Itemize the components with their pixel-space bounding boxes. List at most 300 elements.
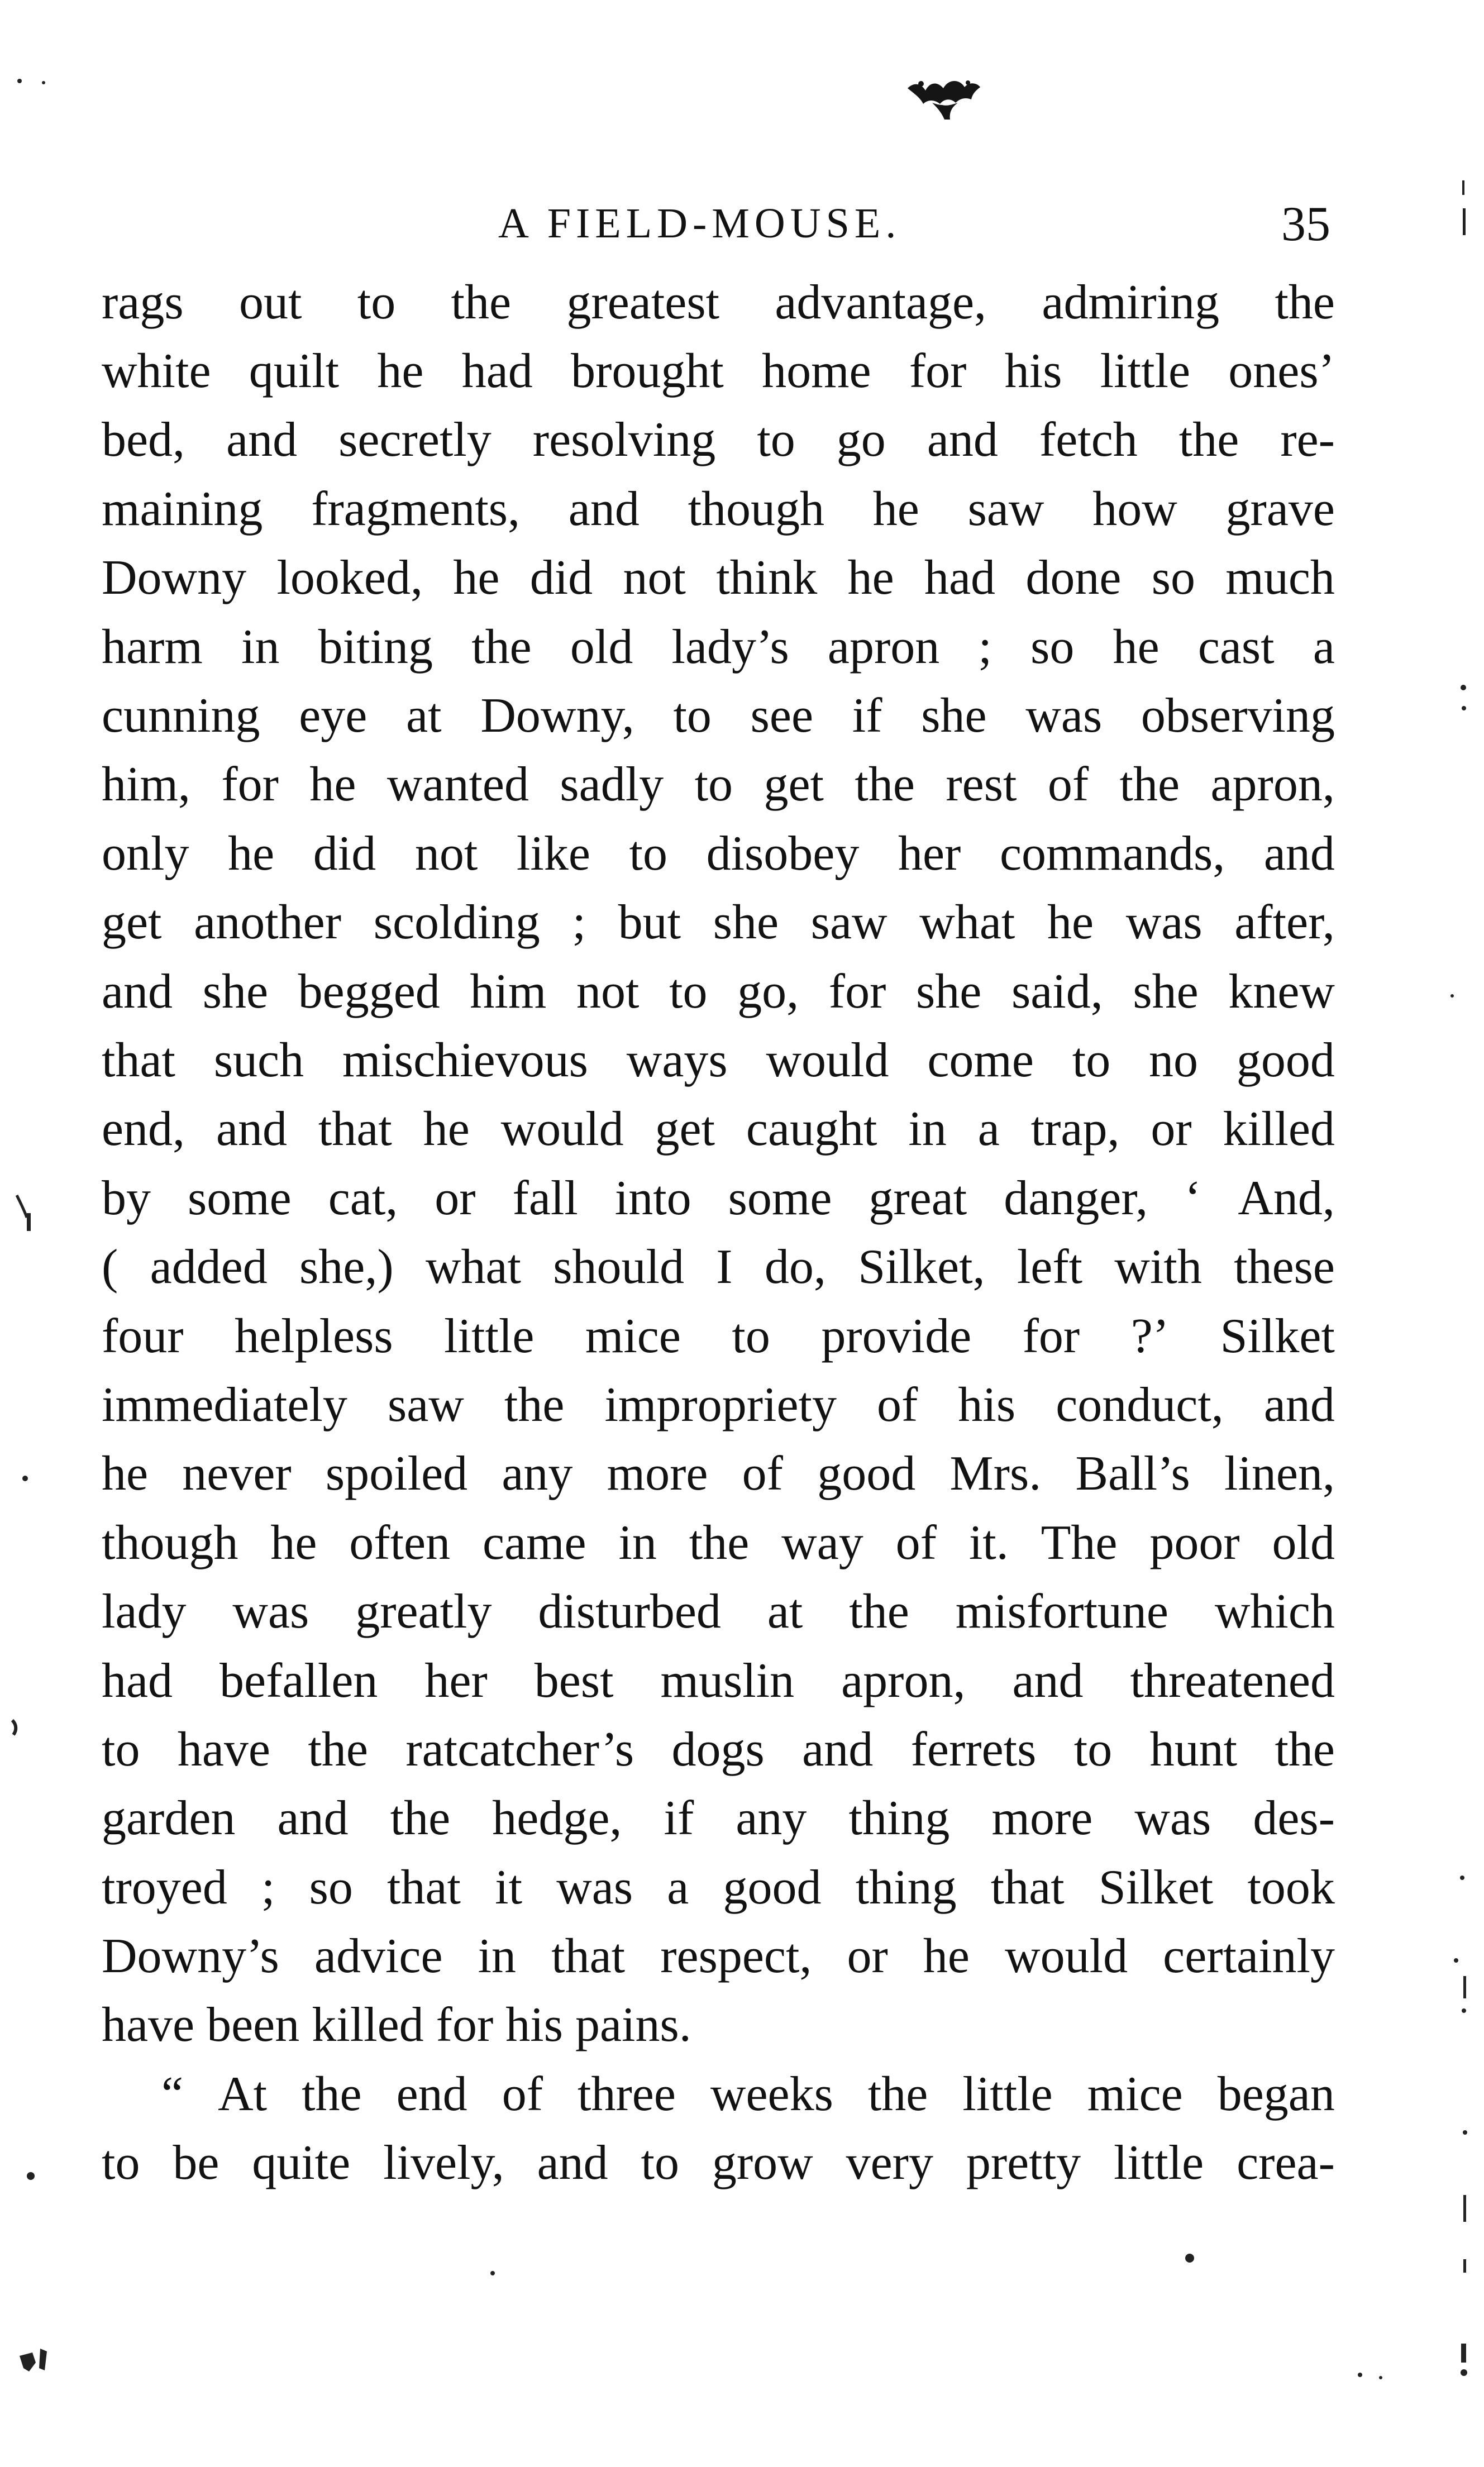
word: would — [1005, 1929, 1128, 1984]
word: his — [505, 1998, 563, 2053]
word: fragments, — [311, 481, 521, 536]
word: the — [867, 2067, 928, 2121]
paper-speck — [1462, 706, 1466, 710]
word: rags — [102, 275, 184, 330]
word: Silket — [1220, 1309, 1335, 1363]
word: little — [444, 1309, 535, 1363]
word: weeks — [710, 2067, 833, 2121]
word: grow — [712, 2136, 813, 2191]
word: harm — [102, 619, 203, 674]
paper-speck — [1460, 1876, 1464, 1880]
word: she — [1133, 964, 1199, 1019]
word: not — [414, 826, 478, 881]
paper-speck — [1462, 2008, 1466, 2013]
paper-speck — [27, 1213, 31, 1231]
word: the — [689, 1515, 750, 1570]
word: but — [618, 895, 681, 950]
text-line — [102, 1026, 1335, 1095]
word: or — [1151, 1102, 1192, 1157]
word: saw — [810, 895, 887, 950]
word: ; — [572, 895, 586, 950]
word: garden — [102, 1791, 236, 1846]
word: home — [762, 344, 871, 399]
word: apron, — [1210, 757, 1335, 812]
word: bed, — [102, 413, 185, 467]
word: to — [1073, 1722, 1113, 1777]
word: impropriety — [604, 1377, 837, 1432]
paper-speck — [1461, 2369, 1467, 2376]
word: he — [872, 481, 919, 536]
word: took — [1247, 1860, 1335, 1915]
word: and — [226, 413, 298, 467]
word: thing — [855, 1860, 957, 1915]
text-line — [102, 1647, 1335, 1715]
word: these — [1234, 1240, 1335, 1295]
word: spoiled — [325, 1447, 468, 1501]
text-line — [102, 1784, 1335, 1853]
text-line — [102, 681, 1335, 750]
word: saw — [967, 481, 1044, 536]
text-line — [102, 819, 1335, 888]
word: little — [962, 2067, 1053, 2121]
word: like — [516, 826, 590, 881]
word: end — [396, 2067, 467, 2121]
paper-speck — [1358, 2373, 1362, 2377]
word: hedge, — [492, 1791, 622, 1846]
word: little — [1113, 2136, 1204, 2191]
word: he — [228, 826, 275, 881]
word: a — [1313, 619, 1335, 674]
word: provide — [821, 1309, 972, 1363]
word: the — [1275, 1722, 1335, 1777]
word: the — [451, 275, 512, 330]
word: was — [1125, 895, 1203, 950]
word: of — [742, 1447, 783, 1501]
word: admiring — [1042, 275, 1220, 330]
paper-speck — [12, 1720, 16, 1735]
word: though — [102, 1515, 238, 1570]
word: think — [716, 551, 818, 605]
word: advice — [314, 1929, 443, 1984]
word: she — [202, 964, 269, 1019]
word: quite — [252, 2136, 351, 2191]
word: which — [1214, 1585, 1335, 1639]
word: so — [1151, 551, 1196, 605]
word: end, — [102, 1102, 185, 1157]
paper-speck — [1463, 1976, 1466, 1998]
word: biting — [318, 619, 433, 674]
word: for — [828, 964, 886, 1019]
word: looked, — [276, 551, 423, 605]
word: done — [1025, 551, 1122, 605]
word: ; — [978, 619, 992, 674]
word: did — [529, 551, 593, 605]
word: muslin — [660, 1653, 795, 1708]
word: the — [1275, 275, 1335, 330]
paragraph-first-line — [102, 2060, 1335, 2129]
word: Downy’s — [102, 1929, 279, 1984]
word: was — [556, 1860, 633, 1915]
word: he — [270, 1515, 317, 1570]
word: some — [728, 1171, 832, 1225]
word: be — [173, 2136, 220, 2191]
word: his — [958, 1377, 1016, 1432]
word: Downy, — [480, 689, 634, 743]
word: Ball’s — [1075, 1447, 1190, 1501]
word: misfortune — [955, 1585, 1168, 1639]
word: ones’ — [1228, 344, 1335, 399]
word: the — [504, 1377, 565, 1432]
word: have — [177, 1722, 270, 1777]
word: she,) — [299, 1240, 394, 1295]
word: any — [502, 1447, 573, 1501]
word: wanted — [386, 757, 529, 812]
word: greatly — [355, 1585, 492, 1639]
text-line — [102, 337, 1335, 405]
word: out — [238, 275, 302, 330]
word: by — [102, 1171, 151, 1225]
word: never — [182, 1447, 292, 1501]
word: of — [877, 1377, 918, 1432]
word: his — [1004, 344, 1062, 399]
word: been — [207, 1998, 300, 2053]
paper-speck — [1463, 208, 1466, 235]
word: resolving — [532, 413, 716, 467]
word: At — [218, 2067, 268, 2121]
word: had — [461, 344, 533, 399]
word: it. — [968, 1515, 1009, 1570]
word: and — [1263, 1377, 1335, 1432]
word: was — [1025, 689, 1103, 743]
word: hunt — [1149, 1722, 1238, 1777]
word: ‘ — [1185, 1171, 1201, 1225]
word: see — [750, 689, 814, 743]
word: to — [673, 689, 712, 743]
word: left — [1017, 1240, 1083, 1295]
word: to — [1072, 1033, 1111, 1087]
word: begged — [298, 964, 440, 1019]
word: no — [1149, 1033, 1199, 1087]
word: in — [241, 619, 280, 674]
word: the — [308, 1722, 368, 1777]
word: if — [664, 1791, 694, 1846]
word: that — [318, 1102, 392, 1157]
word: go, — [737, 964, 799, 1019]
word: not — [623, 551, 686, 605]
word: troyed — [102, 1860, 227, 1915]
word: and — [277, 1791, 349, 1846]
paper-speck — [17, 1195, 27, 1218]
word: helpless — [235, 1309, 393, 1363]
word: much — [1225, 551, 1335, 605]
word: fetch — [1039, 413, 1138, 467]
word: and — [537, 2136, 608, 2191]
word: him — [470, 964, 547, 1019]
word: he — [1047, 895, 1094, 950]
page-number: 35 — [1281, 197, 1330, 251]
word: Silket — [1098, 1860, 1214, 1915]
word: fall — [512, 1171, 578, 1225]
word: that — [990, 1860, 1065, 1915]
word: poor — [1149, 1515, 1240, 1570]
text-line — [102, 1371, 1335, 1439]
word: dogs — [671, 1722, 765, 1777]
word: her — [424, 1653, 488, 1708]
text-line — [102, 1509, 1335, 1577]
word: he — [923, 1929, 970, 1984]
word: had — [924, 551, 996, 605]
word: to — [641, 2136, 679, 2191]
word: or — [847, 1929, 888, 1984]
word: for — [909, 344, 967, 399]
paper-speck — [1461, 685, 1466, 690]
word: killed — [1223, 1102, 1335, 1157]
word: great — [869, 1171, 967, 1225]
word: the — [390, 1791, 451, 1846]
word: pretty — [966, 2136, 1081, 2191]
word: ratcatcher’s — [405, 1722, 634, 1777]
word: in — [618, 1515, 657, 1570]
word: he — [102, 1447, 149, 1501]
word: he — [847, 551, 894, 605]
word: some — [187, 1171, 292, 1225]
word: ?’ — [1130, 1309, 1170, 1363]
word: apron — [827, 619, 940, 674]
paper-speck — [39, 2349, 47, 2370]
word: more — [607, 1447, 708, 1501]
word: he — [453, 551, 500, 605]
text-line — [102, 1440, 1335, 1509]
word: re- — [1280, 413, 1335, 467]
word: that — [387, 1860, 461, 1915]
word: Mrs. — [949, 1447, 1042, 1501]
word: and — [102, 964, 173, 1019]
word: the — [302, 2067, 362, 2121]
word: though — [688, 481, 825, 536]
word: said, — [1011, 964, 1103, 1019]
word: certainly — [1163, 1929, 1335, 1984]
word: the — [849, 1585, 909, 1639]
word: threatened — [1130, 1653, 1335, 1708]
word: of — [502, 2067, 543, 2121]
word: sadly — [560, 757, 664, 812]
word: was — [232, 1585, 309, 1639]
word: and — [1263, 826, 1335, 881]
word: good — [723, 1860, 822, 1915]
word: the — [471, 619, 532, 674]
paper-speck — [27, 2172, 35, 2180]
text-line — [102, 2129, 1335, 2198]
word: a — [667, 1860, 689, 1915]
word: get — [655, 1102, 715, 1157]
body-text — [102, 268, 1335, 2198]
word: he — [309, 757, 356, 812]
word: greatest — [566, 275, 720, 330]
word: disobey — [706, 826, 860, 881]
text-line — [102, 544, 1335, 613]
word: for — [221, 757, 279, 812]
word: was — [1134, 1791, 1211, 1846]
word: the — [1178, 413, 1239, 467]
running-header — [102, 197, 1330, 268]
text-line — [102, 1853, 1335, 1922]
word: four — [102, 1309, 184, 1363]
word: she — [921, 689, 987, 743]
word: to — [629, 826, 667, 881]
word: what — [919, 895, 1015, 950]
word: or — [435, 1171, 476, 1225]
word: secretly — [338, 413, 492, 467]
word: come — [927, 1033, 1034, 1087]
word: at — [767, 1585, 803, 1639]
word: ( — [102, 1240, 118, 1295]
word: and — [1012, 1653, 1084, 1708]
paper-speck — [490, 2271, 495, 2275]
word: for — [436, 1998, 494, 2053]
word: he — [423, 1102, 470, 1157]
word: cast — [1197, 619, 1275, 674]
word: caught — [746, 1102, 877, 1157]
word: white — [102, 344, 211, 399]
word: began — [1217, 2067, 1335, 2121]
word: that — [102, 1033, 175, 1087]
word: eye — [299, 689, 368, 743]
word: so — [309, 1860, 353, 1915]
word: commands, — [999, 826, 1225, 881]
word: him, — [102, 757, 190, 812]
paper-speck — [20, 2353, 36, 2371]
word: and — [802, 1722, 874, 1777]
paper-speck — [1454, 1958, 1458, 1963]
word: with — [1114, 1240, 1202, 1295]
word: I — [716, 1240, 733, 1295]
paper-speck — [1379, 2376, 1382, 2379]
word: she — [916, 964, 982, 1019]
word: a — [977, 1102, 1000, 1157]
paper-speck — [22, 1476, 28, 1481]
word: mice — [1087, 2067, 1183, 2121]
word: cunning — [102, 689, 260, 743]
word: saw — [387, 1377, 464, 1432]
word: And, — [1238, 1171, 1335, 1225]
word: more — [991, 1791, 1093, 1846]
word: rest — [946, 757, 1017, 812]
word: get — [764, 757, 824, 812]
paper-speck — [17, 79, 22, 83]
word: little — [1100, 344, 1191, 399]
word: grave — [1225, 481, 1335, 536]
text-line — [102, 1577, 1335, 1646]
word: to — [102, 2136, 140, 2191]
word: knew — [1228, 964, 1335, 1019]
word: added — [150, 1240, 268, 1295]
word: in — [908, 1102, 947, 1157]
word: “ — [161, 2067, 184, 2121]
word: get — [102, 895, 162, 950]
word: Silket, — [858, 1240, 985, 1295]
word: old — [570, 619, 633, 674]
word: would — [766, 1033, 889, 1087]
word: respect, — [660, 1929, 812, 1984]
word: go — [836, 413, 886, 467]
word: brought — [571, 344, 724, 399]
word: lady’s — [671, 619, 789, 674]
word: ways — [626, 1033, 728, 1087]
word: danger, — [1004, 1171, 1148, 1225]
word: three — [578, 2067, 676, 2121]
text-line — [102, 1922, 1335, 1991]
running-head: A FIELD-MOUSE. — [498, 200, 901, 247]
word: it — [495, 1860, 523, 1915]
word: did — [313, 826, 376, 881]
word: good — [1236, 1033, 1335, 1087]
word: and — [927, 413, 998, 467]
paper-speck — [1462, 180, 1464, 195]
word: trap, — [1030, 1102, 1120, 1157]
word: to — [732, 1309, 770, 1363]
word: any — [736, 1791, 807, 1846]
word: would — [500, 1102, 624, 1157]
word: immediately — [102, 1377, 347, 1432]
word: of — [895, 1515, 937, 1570]
text-line — [102, 1164, 1335, 1233]
word: very — [846, 2136, 933, 2191]
text-line — [102, 889, 1335, 957]
paper-speck — [1450, 994, 1454, 998]
text-line — [102, 475, 1335, 543]
word: best — [534, 1653, 614, 1708]
word: so — [1030, 619, 1075, 674]
paper-speck — [1463, 2130, 1467, 2135]
word: not — [576, 964, 640, 1019]
word: her — [898, 826, 961, 881]
word: how — [1092, 481, 1177, 536]
word: had — [102, 1653, 173, 1708]
word: to — [357, 275, 396, 330]
word: to — [102, 1722, 140, 1777]
word: mischievous — [342, 1033, 588, 1087]
text-line — [102, 1095, 1335, 1164]
paper-speck — [1463, 2259, 1466, 2273]
word: ferrets — [910, 1722, 1037, 1777]
word: mice — [585, 1309, 681, 1363]
word: what — [425, 1240, 521, 1295]
word: that — [551, 1929, 626, 1984]
word: killed — [312, 1998, 424, 2053]
text-line — [102, 406, 1335, 475]
word: the — [855, 757, 915, 812]
word: came — [482, 1515, 586, 1570]
word: advantage, — [775, 275, 987, 330]
word: befallen — [220, 1653, 378, 1708]
word: apron, — [841, 1653, 966, 1708]
word: into — [614, 1171, 691, 1225]
word: after, — [1234, 895, 1335, 950]
word: observing — [1141, 689, 1335, 743]
word: disturbed — [538, 1585, 721, 1639]
word: the — [1119, 757, 1180, 812]
paper-speck — [1461, 2344, 1466, 2363]
paper-speck — [1463, 2195, 1466, 2222]
word: pains. — [575, 1998, 691, 2053]
word: such — [213, 1033, 304, 1087]
word: scolding — [373, 895, 540, 950]
word: conduct, — [1056, 1377, 1224, 1432]
word: to — [757, 413, 795, 467]
word: only — [102, 826, 189, 881]
word: thing — [848, 1791, 950, 1846]
word: of — [1047, 757, 1089, 812]
